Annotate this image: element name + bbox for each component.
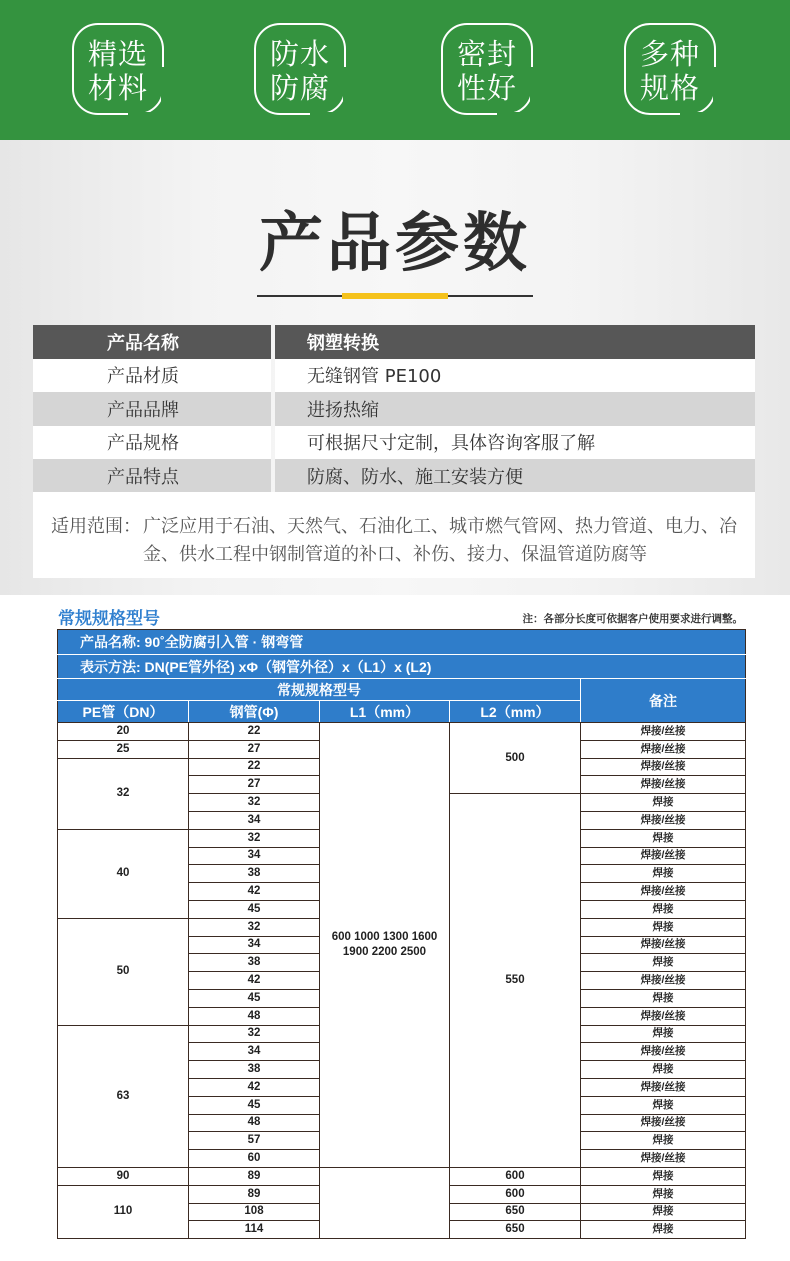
l1-value: 1000 [354, 930, 380, 943]
spec-title: 常规规格型号 [58, 609, 160, 629]
feature-badge-waterproof [254, 23, 346, 115]
cell-dn: 110 [58, 1185, 189, 1238]
cell-l2: 600 [450, 1185, 581, 1203]
table-row [58, 723, 746, 741]
title-divider-accent [342, 293, 448, 299]
remark-header: 备注 [581, 679, 746, 723]
cell-steel: 22 [189, 723, 320, 741]
cell-l2: 650 [450, 1221, 581, 1239]
spec-table [57, 629, 746, 1239]
feature-label: 密封 性好 [457, 37, 518, 105]
feature-badge-material [72, 23, 164, 115]
cell-remark: 焊接/丝接 [581, 1150, 746, 1168]
param-key: 产品品牌 [33, 392, 271, 426]
param-key: 产品特点 [33, 459, 271, 493]
param-row-brand [33, 392, 755, 426]
cell-steel: 27 [189, 740, 320, 758]
application-scope [33, 492, 755, 578]
cell-steel: 48 [189, 1007, 320, 1025]
params-table [33, 325, 755, 493]
cell-remark: 焊接/丝接 [581, 847, 746, 865]
feature-label: 防水 防腐 [270, 37, 331, 105]
cell-steel: 45 [189, 1096, 320, 1114]
param-key: 产品名称 [33, 325, 271, 359]
spec-product-name-row [58, 630, 746, 655]
param-value: 防腐、防水、施工安装方便 [275, 459, 755, 493]
param-value: 进扬热缩 [275, 392, 755, 426]
spec-group-header-row [58, 679, 746, 701]
cell-steel: 32 [189, 918, 320, 936]
param-value: 钢塑转换 [275, 325, 755, 359]
param-row-features [33, 459, 755, 493]
cell-l1-merged [320, 723, 450, 1168]
param-row-material [33, 359, 755, 393]
cell-dn: 50 [58, 918, 189, 1025]
cell-dn: 40 [58, 829, 189, 918]
l1-value: 2500 [400, 945, 427, 958]
param-key: 产品规格 [33, 426, 271, 460]
cell-steel: 60 [189, 1150, 320, 1168]
cell-dn: 63 [58, 1025, 189, 1167]
cell-l2: 500 [450, 723, 581, 794]
cell-remark: 焊接 [581, 1203, 746, 1221]
cell-remark: 焊接/丝接 [581, 758, 746, 776]
cell-steel: 42 [189, 1078, 320, 1096]
cell-remark: 焊接/丝接 [581, 811, 746, 829]
cell-l2: 650 [450, 1203, 581, 1221]
cell-steel: 27 [189, 776, 320, 794]
cell-steel: 34 [189, 811, 320, 829]
cell-remark: 焊接 [581, 865, 746, 883]
cell-remark: 焊接 [581, 1221, 746, 1239]
cell-remark: 焊接 [581, 1132, 746, 1150]
cell-remark: 焊接 [581, 1025, 746, 1043]
cell-l2: 600 [450, 1167, 581, 1185]
table-row [58, 1167, 746, 1185]
l1-value: 1600 [411, 930, 438, 943]
cell-steel: 57 [189, 1132, 320, 1150]
cell-steel: 42 [189, 972, 320, 990]
cell-steel: 34 [189, 1043, 320, 1061]
spec-notation: 表示方法: DN(PE管外径) xΦ（钢管外径）x（L1）x (L2) [58, 655, 746, 679]
param-key: 产品材质 [33, 359, 271, 393]
cell-remark: 焊接/丝接 [581, 936, 746, 954]
col-header-steel: 钢管(Φ) [189, 701, 320, 723]
cell-remark: 焊接/丝接 [581, 1114, 746, 1132]
l1-value: 2200 [371, 945, 398, 958]
cell-l2: 550 [450, 794, 581, 1168]
spec-product-name: 产品名称: 90˚全防腐引入管 · 钢弯管 [58, 630, 746, 655]
cell-dn: 32 [58, 758, 189, 829]
cell-steel: 38 [189, 1061, 320, 1079]
cell-remark: 焊接/丝接 [581, 740, 746, 758]
cell-remark: 焊接/丝接 [581, 972, 746, 990]
cell-dn: 90 [58, 1167, 189, 1185]
cell-steel: 32 [189, 794, 320, 812]
cell-steel: 38 [189, 865, 320, 883]
cell-remark: 焊接 [581, 829, 746, 847]
cell-remark: 焊接 [581, 1167, 746, 1185]
cell-steel: 34 [189, 936, 320, 954]
feature-band [0, 0, 790, 140]
cell-remark: 焊接 [581, 989, 746, 1007]
cell-remark: 焊接 [581, 1096, 746, 1114]
spec-notation-row [58, 655, 746, 679]
cell-steel: 114 [189, 1221, 320, 1239]
cell-steel: 45 [189, 989, 320, 1007]
param-row-spec [33, 426, 755, 460]
param-value: 无缝钢管 PE100 [275, 359, 755, 393]
cell-remark: 焊接/丝接 [581, 1078, 746, 1096]
cell-steel: 32 [189, 1025, 320, 1043]
feature-label: 精选 材料 [88, 37, 149, 105]
feature-badge-specs [624, 23, 716, 115]
cell-steel: 22 [189, 758, 320, 776]
spec-group-header: 常规规格型号 [58, 679, 581, 701]
cell-remark: 焊接 [581, 954, 746, 972]
cell-remark: 焊接 [581, 900, 746, 918]
cell-remark: 焊接 [581, 794, 746, 812]
cell-steel: 89 [189, 1185, 320, 1203]
cell-l1-empty [320, 1167, 450, 1238]
cell-remark: 焊接/丝接 [581, 883, 746, 901]
cell-steel: 34 [189, 847, 320, 865]
params-title: 产品参数 [259, 207, 531, 281]
cell-remark: 焊接 [581, 918, 746, 936]
cell-dn: 20 [58, 723, 189, 741]
l1-value: 600 [331, 930, 351, 943]
cell-remark: 焊接/丝接 [581, 1043, 746, 1061]
l1-value: 1900 [342, 945, 369, 958]
cell-remark: 焊接 [581, 1185, 746, 1203]
cell-remark: 焊接/丝接 [581, 723, 746, 741]
col-header-l1: L1（mm） [320, 701, 450, 723]
param-value: 可根据尺寸定制，具体咨询客服了解 [275, 426, 755, 460]
cell-steel: 42 [189, 883, 320, 901]
spec-note: 注：各部分长度可依据客户使用要求进行调整。 [522, 613, 743, 625]
col-header-l2: L2（mm） [450, 701, 581, 723]
cell-steel: 38 [189, 954, 320, 972]
cell-steel: 45 [189, 900, 320, 918]
feature-label: 多种 规格 [640, 37, 701, 105]
cell-steel: 32 [189, 829, 320, 847]
cell-remark: 焊接/丝接 [581, 1007, 746, 1025]
cell-steel: 48 [189, 1114, 320, 1132]
l1-value: 1300 [382, 930, 409, 943]
scope-label: 适用范围： [51, 516, 141, 537]
feature-badge-sealing [441, 23, 533, 115]
param-row-name [33, 325, 755, 359]
scope-text: 广泛应用于石油、天然气、石油化工、城市燃气管网、热力管道、电力、冶金、供水工程中钢制管道的补口、补伤、接力、保温管道防腐等 [143, 516, 737, 565]
cell-steel: 108 [189, 1203, 320, 1221]
cell-steel: 89 [189, 1167, 320, 1185]
cell-remark: 焊接/丝接 [581, 776, 746, 794]
cell-dn: 25 [58, 740, 189, 758]
cell-remark: 焊接 [581, 1061, 746, 1079]
params-section [0, 140, 790, 595]
col-header-pe: PE管（DN） [58, 701, 189, 723]
